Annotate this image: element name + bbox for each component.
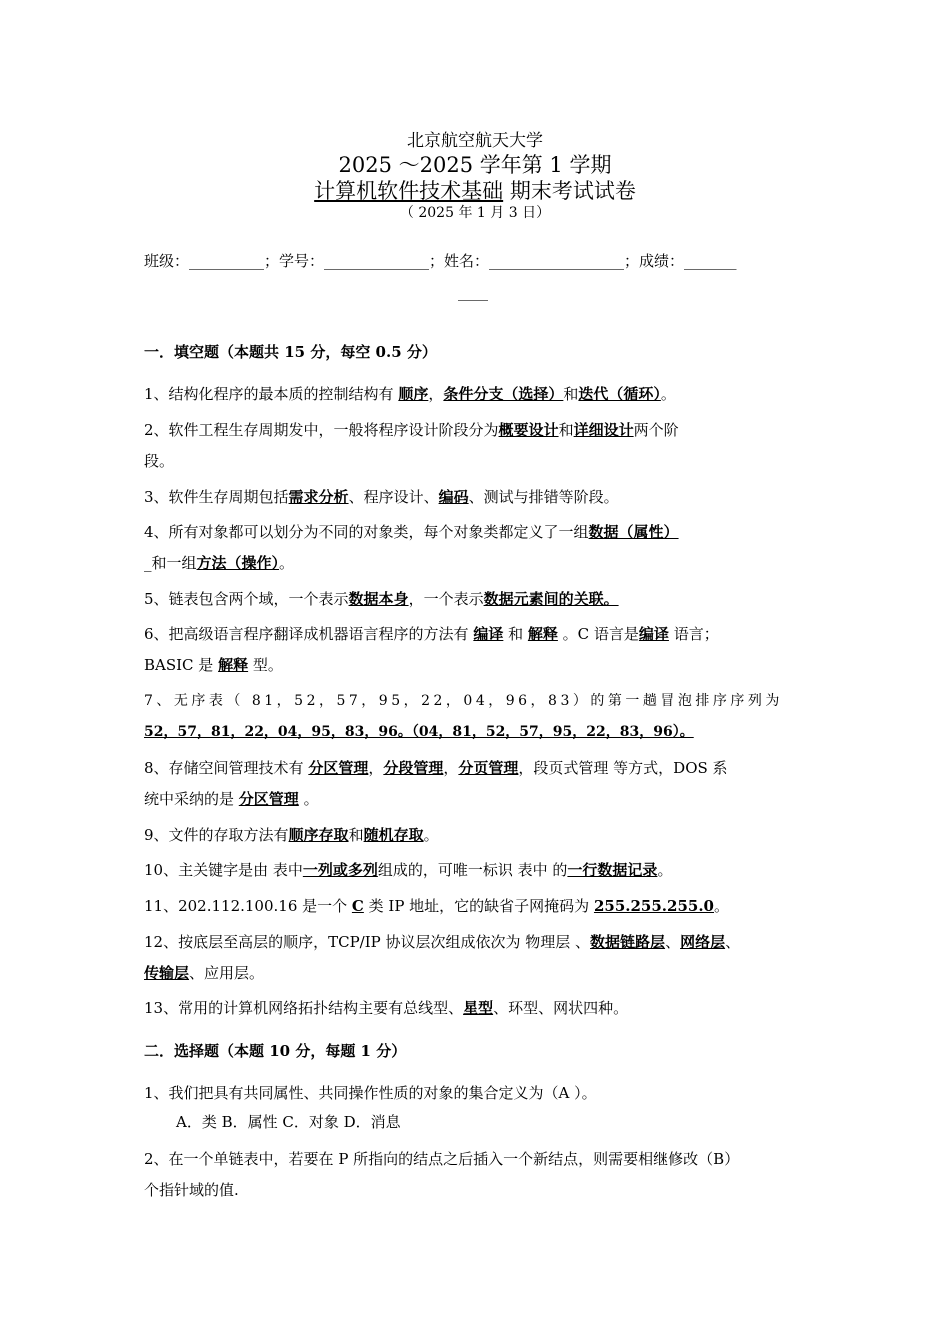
section2-title: 二．选择题（本题 10 分，每题 1 分）: [144, 1042, 407, 1060]
exam-date: （ 2025 年 1 月 3 日）: [399, 205, 551, 221]
question-7-answer: 52，57，81，22，04，95，83，96。（04，81，52，57，95，22，83，96）。: [144, 724, 694, 740]
question-7: 7、无序表（ 81，52，57，95，22，04，96，83）的第一趟冒泡排序序列为: [144, 693, 783, 709]
question-13: 13、常用的计算机网络拓扑结构主要有总线型、星型、环型、网状四种。: [144, 999, 629, 1017]
question-8-cont: 统中采纳的是 分区管理 。: [144, 790, 319, 808]
choice-question-1: 1、我们把具有共同属性、共同操作性质的对象的集合定义为（A ）。: [144, 1084, 597, 1102]
university-name: 北京航空航天大学: [407, 131, 543, 151]
question-2: 2、软件工程生存周期发中，一般将程序设计阶段分为概要设计和详细设计两个阶: [144, 421, 679, 439]
choice-question-2-cont: 个指针域的值.: [144, 1181, 239, 1199]
choice-question-2: 2、在一个单链表中，若要在 P 所指向的结点之后插入一个新结点，则需要相继修改（B）: [144, 1150, 740, 1168]
term-title: 2025 ～2025 学年第 1 学期: [338, 153, 612, 177]
question-5: 5、链表包含两个域，一个表示数据本身，一个表示数据元素间的关联。: [144, 590, 619, 608]
question-3: 3、软件生存周期包括需求分析、程序设计、编码、测试与排错等阶段。: [144, 488, 619, 506]
question-12: 12、按底层至高层的顺序，TCP/IP 协议层次组成依次为 物理层 、数据链路层、网络层、: [144, 933, 741, 951]
student-info-line-cont: ____: [458, 283, 488, 301]
question-6: 6、把高级语言程序翻译成机器语言程序的方法有 编译 和 解释 。C 语言是编译 语言；: [144, 625, 719, 643]
question-9: 9、文件的存取方法有顺序存取和随机存取。: [144, 826, 439, 844]
exam-type: 期末考试试卷: [503, 179, 636, 203]
choice-question-1-options: A．类 B．属性 C．对象 D．消息: [176, 1113, 401, 1131]
question-2-cont: 段。: [144, 452, 175, 470]
student-info-line: 班级：__________；学号：______________；姓名：__________________；成绩：_______: [144, 252, 737, 270]
question-8: 8、存储空间管理技术有 分区管理，分段管理，分页管理，段页式管理 等方式，DOS 系: [144, 759, 728, 777]
section1-title: 一．填空题（本题共 15 分，每空 0.5 分）: [144, 343, 437, 361]
question-1: 1、结构化程序的最本质的控制结构有 顺序，条件分支（选择）和迭代（循环）。: [144, 385, 676, 403]
question-11: 11、202.112.100.16 是一个 C 类 IP 地址，它的缺省子网掩码为 255.255.255.0。: [144, 897, 730, 915]
exam-title: [0, 175, 950, 205]
course-name: 计算机软件技术基础: [314, 179, 504, 203]
question-10: 10、主关键字是由 表中一列或多列组成的，可唯一标识 表中 的一行数据记录。: [144, 861, 673, 879]
question-4-cont: _和一组方法（操作）。: [144, 554, 295, 572]
question-6-cont: BASIC 是 解释 型。: [144, 656, 283, 674]
question-12-cont: 传输层、应用层。: [144, 964, 265, 982]
question-4: 4、所有对象都可以划分为不同的对象类，每个对象类都定义了一组数据（属性）: [144, 523, 679, 541]
